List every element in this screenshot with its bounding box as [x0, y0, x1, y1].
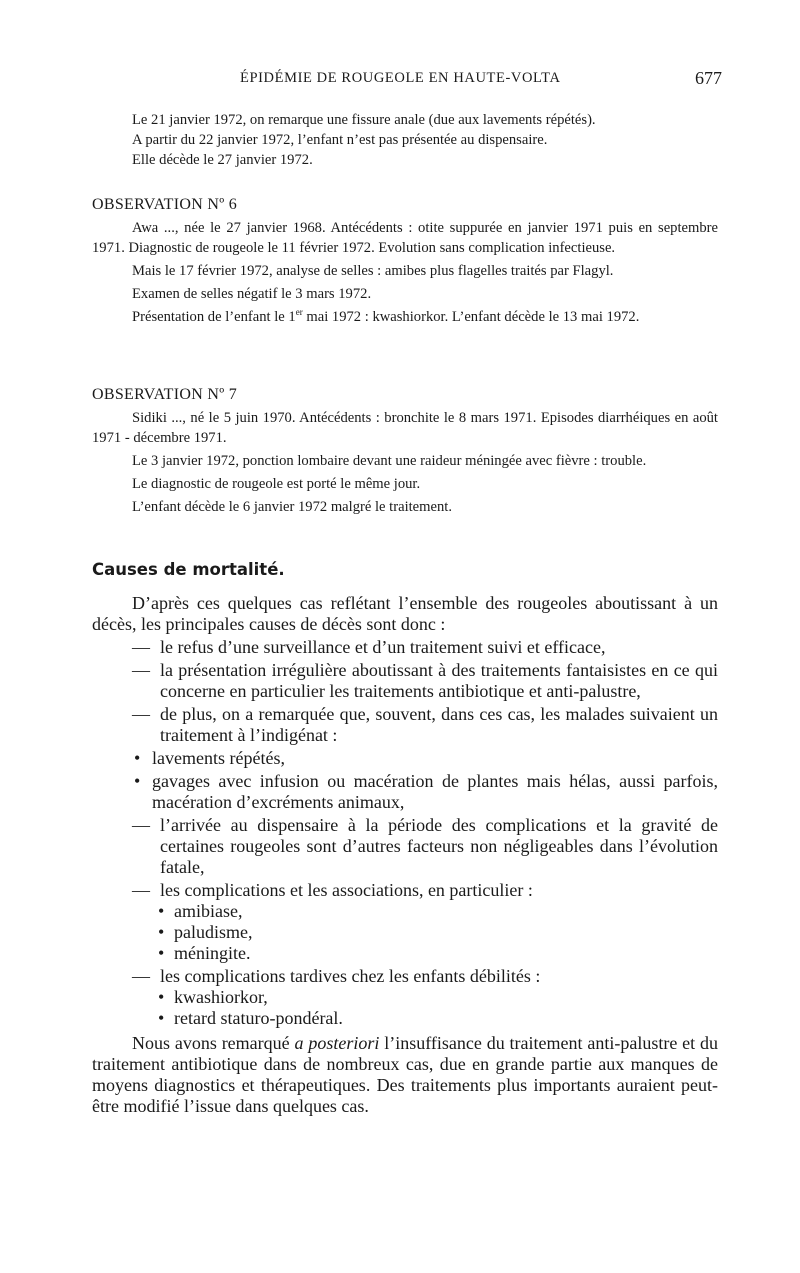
item-text: paludisme,: [174, 922, 253, 942]
observation-paragraph: Le 3 janvier 1972, ponction lombaire devant une raideur méningée avec fièvre : trouble.: [132, 453, 647, 469]
dash-item: [92, 704, 718, 746]
running-head: [92, 68, 722, 94]
observation-heading: OBSERVATION Nº 7: [92, 386, 238, 403]
observation-6: [92, 195, 718, 327]
causes-intro: D’après ces quelques cas reflétant l’ensemble des rougeoles aboutissant à un décès, les principales causes de décès sont donc :: [92, 593, 718, 634]
item-text: lavements répétés,: [152, 748, 285, 768]
bullet-mark: •: [158, 922, 165, 942]
item-text: de plus, on a remarquée que, souvent, dans ces cas, les malades suivaient un traitement à l’indigénat :: [160, 704, 718, 745]
dash-mark: —: [132, 966, 150, 986]
item-text: le refus d’une surveillance et d’un traitement suivi et efficace,: [160, 637, 606, 657]
item-text: retard staturo-pondéral.: [174, 1008, 343, 1028]
item-text: méningite.: [174, 943, 251, 963]
item-text: amibiase,: [174, 901, 243, 921]
sub-bullet-item: [92, 943, 718, 964]
observation-paragraph: L’enfant décède le 6 janvier 1972 malgré le traitement.: [132, 499, 452, 515]
observation-heading: OBSERVATION Nº 6: [92, 196, 238, 213]
intro-line: Elle décède le 27 janvier 1972.: [132, 152, 313, 168]
bullet-mark: •: [134, 748, 141, 768]
intro-line: Le 21 janvier 1972, on remarque une fissure anale (due aux lavements répétés).: [132, 112, 596, 128]
sub-bullet-item: [92, 901, 718, 922]
observation-7: [92, 385, 718, 517]
bullet-mark: •: [158, 1008, 165, 1028]
bullet-item: [92, 771, 718, 813]
text-fragment: Présentation de l’enfant le 1: [132, 309, 296, 325]
section-heading: Causes de mortalité.: [92, 560, 285, 579]
dash-mark: —: [132, 704, 150, 724]
bullet-mark: •: [158, 901, 165, 921]
dash-mark: —: [132, 815, 150, 835]
observation-paragraph: Sidiki ..., né le 5 juin 1970. Antécédents : bronchite le 8 mars 1971. Episodes diarrhéiques en août 1971 - décembre 1971.: [92, 410, 718, 446]
intro-paragraphs: [92, 110, 718, 170]
observation-paragraph: Examen de selles négatif le 3 mars 1972.: [132, 286, 372, 302]
sub-bullet-item: [92, 1008, 718, 1029]
item-text: les complications tardives chez les enfants débilités :: [160, 966, 541, 986]
observation-paragraph: Awa ..., née le 27 janvier 1968. Antécédents : otite suppurée en janvier 1971 puis en septembre 1971. Diagnostic de rougeole le 11 février 1972. Evolution sans complication infectieuse.: [92, 220, 718, 256]
text-fragment: Nous avons remarqué: [132, 1033, 295, 1053]
intro-line: A partir du 22 janvier 1972, l’enfant n’est pas présentée au dispensaire.: [132, 132, 548, 148]
item-text: kwashiorkor,: [174, 987, 268, 1007]
observation-paragraph: [92, 307, 718, 327]
page-number: 677: [695, 68, 722, 88]
dash-mark: —: [132, 880, 150, 900]
dash-mark: —: [132, 637, 150, 657]
superscript: er: [295, 307, 303, 317]
dash-item: [92, 880, 718, 901]
closing-paragraph: [92, 1033, 718, 1117]
running-title: ÉPIDÉMIE DE ROUGEOLE EN HAUTE-VOLTA: [240, 70, 561, 86]
sub-bullet-item: [92, 922, 718, 943]
italic-phrase: a posteriori: [294, 1033, 380, 1053]
item-text: l’arrivée au dispensaire à la période des complications et la gravité de certaines rougeoles sont d’autres facteurs non négligeables dans l’évolution fatale,: [160, 815, 718, 877]
sub-bullet-item: [92, 987, 718, 1008]
dash-item: [92, 966, 718, 987]
bullet-mark: •: [158, 987, 165, 1007]
item-text: gavages avec infusion ou macération de plantes mais hélas, aussi parfois, macération d’excréments animaux,: [152, 771, 718, 812]
causes-body: [92, 593, 718, 1117]
observation-paragraph: Mais le 17 février 1972, analyse de selles : amibes plus flagelles traités par Flagyl.: [132, 263, 614, 279]
dash-mark: —: [132, 660, 150, 680]
text-fragment: mai 1972 : kwashiorkor. L’enfant décède le 13 mai 1972.: [302, 309, 640, 325]
bullet-item: [92, 748, 718, 769]
observation-paragraph: Le diagnostic de rougeole est porté le même jour.: [132, 476, 421, 492]
item-text: la présentation irrégulière aboutissant à des traitements fantaisistes en ce qui concerne en particulier les traitements antibiotique et anti-palustre,: [160, 660, 718, 701]
dash-item: [92, 660, 718, 702]
text-fragment: l’insuffisance du traitement anti-palustre et du traitement antibiotique dans de nombreux cas, due en grande partie aux manques de moyens diagnostics et thérapeutiques. Des traitements plus importants auraient peut-être modifié l’issue dans quelques cas.: [92, 1033, 718, 1116]
dash-item: [92, 815, 718, 878]
bullet-mark: •: [158, 943, 165, 963]
bullet-mark: •: [134, 771, 141, 791]
dash-item: [92, 637, 718, 658]
item-text: les complications et les associations, en particulier :: [160, 880, 533, 900]
